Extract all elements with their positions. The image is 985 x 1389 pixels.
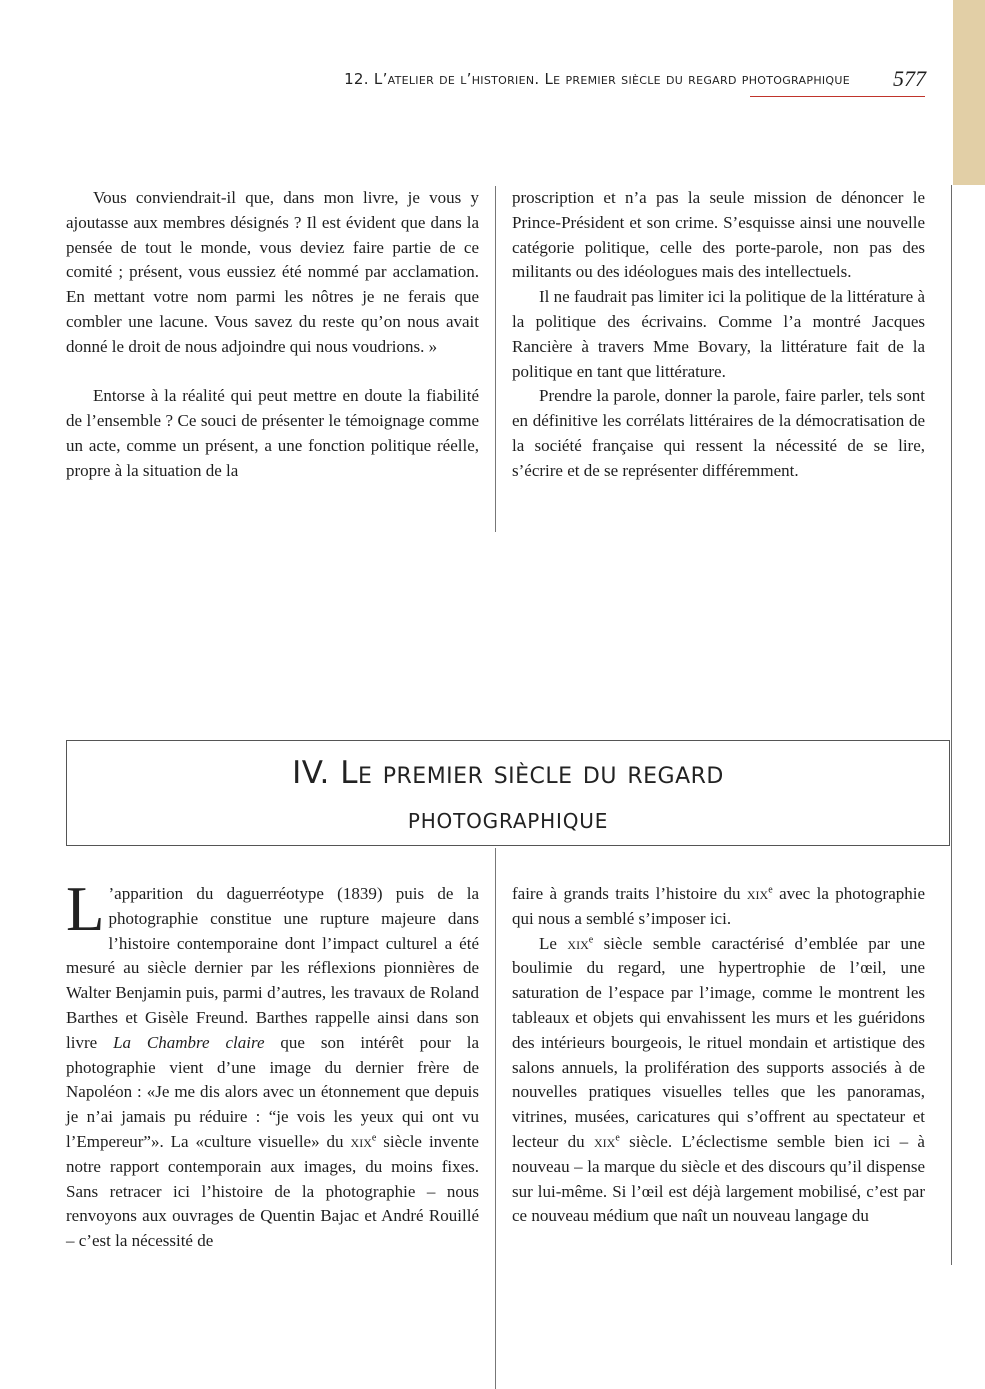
century-numeral: xix (567, 933, 589, 953)
paragraph: Entorse à la réalité qui peut mettre en doute la fiabilité de l’ensemble ? Ce souci de présenter le témoignage comme un acte, comme un présent, a une fonction politique réelle, propre à la situation de la (66, 386, 479, 480)
paragraph: Il ne faudrait pas limiter ici la politique de la littérature à la politique des écrivains. Comme l’a montré Jacques Rancière à travers Mme Bovary, la littérature fait de la politique en tant que littérature. (512, 287, 925, 381)
section-title-line1: IV. Le premier siècle du regard (292, 755, 724, 791)
section-heading-box (66, 740, 950, 846)
century-numeral: xix (593, 1131, 616, 1151)
column-divider (495, 186, 496, 532)
lower-right-column (512, 882, 925, 1229)
section-title-line2: photographique (407, 802, 609, 835)
century-numeral: xix (350, 1131, 372, 1151)
text-run: que son intérêt pour la photographie vient d’une image du dernier frère de Napoléon : «Je me dis alors avec un étonnement que depuis je n’ai jamais pu réduire : “je vois les yeux qui ont vu l’Empereur”». La «culture visuelle» du (66, 1032, 480, 1151)
paragraph (512, 882, 925, 932)
lower-left-column (66, 874, 480, 1254)
text-run: Le (539, 933, 568, 953)
running-head-title: 12. L’atelier de l’historien. Le premier siècle du regard photographique (344, 70, 850, 88)
text-run: siècle. L’éclectisme semble bien ici – à nouveau – la marque du siècle et des discours qu’il dispense sur lui-même. Si l’œil est déjà largement mobilisé, c’est par ce nouveau médium que naît un nouveau langage du (512, 1131, 925, 1226)
running-head-rule (750, 96, 925, 97)
text-run: ’apparition du daguerréotype (1839) puis de la photographie constitue une rupture majeure dans l’histoire contemporaine dont l’impact culturel a été mesuré au siècle dernier par les réflexions pionnières de Walter Benjamin puis, parmi d’autres, les travaux de Roland Barthes et Gisèle Freund. Barthes rappelle ainsi dans son livre (66, 884, 479, 1052)
paragraph (66, 874, 480, 1254)
paragraph: proscription et n’a pas la seule mission de dénoncer le Prince-Président et son crime. S’esquisse ainsi une nouvelle catégorie politique, celle des porte-parole, non pas des militants ou des idéologues mais des intellectuels. (512, 188, 925, 282)
superscript: e (588, 933, 594, 945)
superscript: e (615, 1132, 620, 1144)
book-title: La Chambre claire (113, 1032, 265, 1052)
page-edge-tab (953, 0, 985, 185)
paragraph (512, 932, 925, 1230)
superscript: e (768, 884, 773, 896)
century-numeral: xix (746, 884, 769, 903)
text-run: siècle invente notre rapport contemporain aux images, du moins fixes. Sans retracer ici l’histoire de la photographie – nous renvoyons aux ouvrages de Quentin Bajac et André Rouillé – c’est la nécessité de (66, 1131, 479, 1251)
upper-right-column (512, 186, 925, 484)
quote-paragraph: Vous conviendrait-il que, dans mon livre, je vous y ajoutasse aux membres désignés ? Il est évident que dans la pensée de tout le monde, vous deviez faire partie de ce comité ; présent, vous eussiez été nommé par acclamation. En mettant votre nom parmi les nôtres je ne ferais que combler une lacune. Vous savez du reste qu’on nous avait donné le droit de nous adjoindre qui nous voudrions. » (66, 188, 479, 356)
drop-cap: L (66, 874, 105, 944)
text-run: siècle semble caractérisé d’emblée par une boulimie du regard, une hypertrophie de l’œil, une saturation de l’espace par l’image, comme le montrent les tableaux et objets qui envahissent les murs et les guéridons des intérieurs bourgeois, le rituel mondain et artistique des salons annuels, la prolifération des supports associés à de nouvelles pratiques visuelles telles que les panoramas, vitrines, musées, caricatures qui s’offrent au spectateur et lecteur du (512, 933, 925, 1151)
upper-left-column (66, 186, 479, 484)
page-edge-rule (951, 185, 952, 1265)
superscript: e (371, 1132, 377, 1144)
text-run: avec la photographie qui nous a semblé s’imposer ici. (512, 884, 926, 928)
column-divider (495, 848, 496, 1389)
page-number: 577 (893, 66, 926, 91)
text-run: faire à grands traits l’histoire du (512, 884, 747, 903)
paragraph: Prendre la parole, donner la parole, faire parler, tels sont en définitive les corrélats littéraires de la démocratisation de la société française qui ressent la nécessité de se lire, s’écrire et de se représenter différemment. (512, 386, 925, 480)
